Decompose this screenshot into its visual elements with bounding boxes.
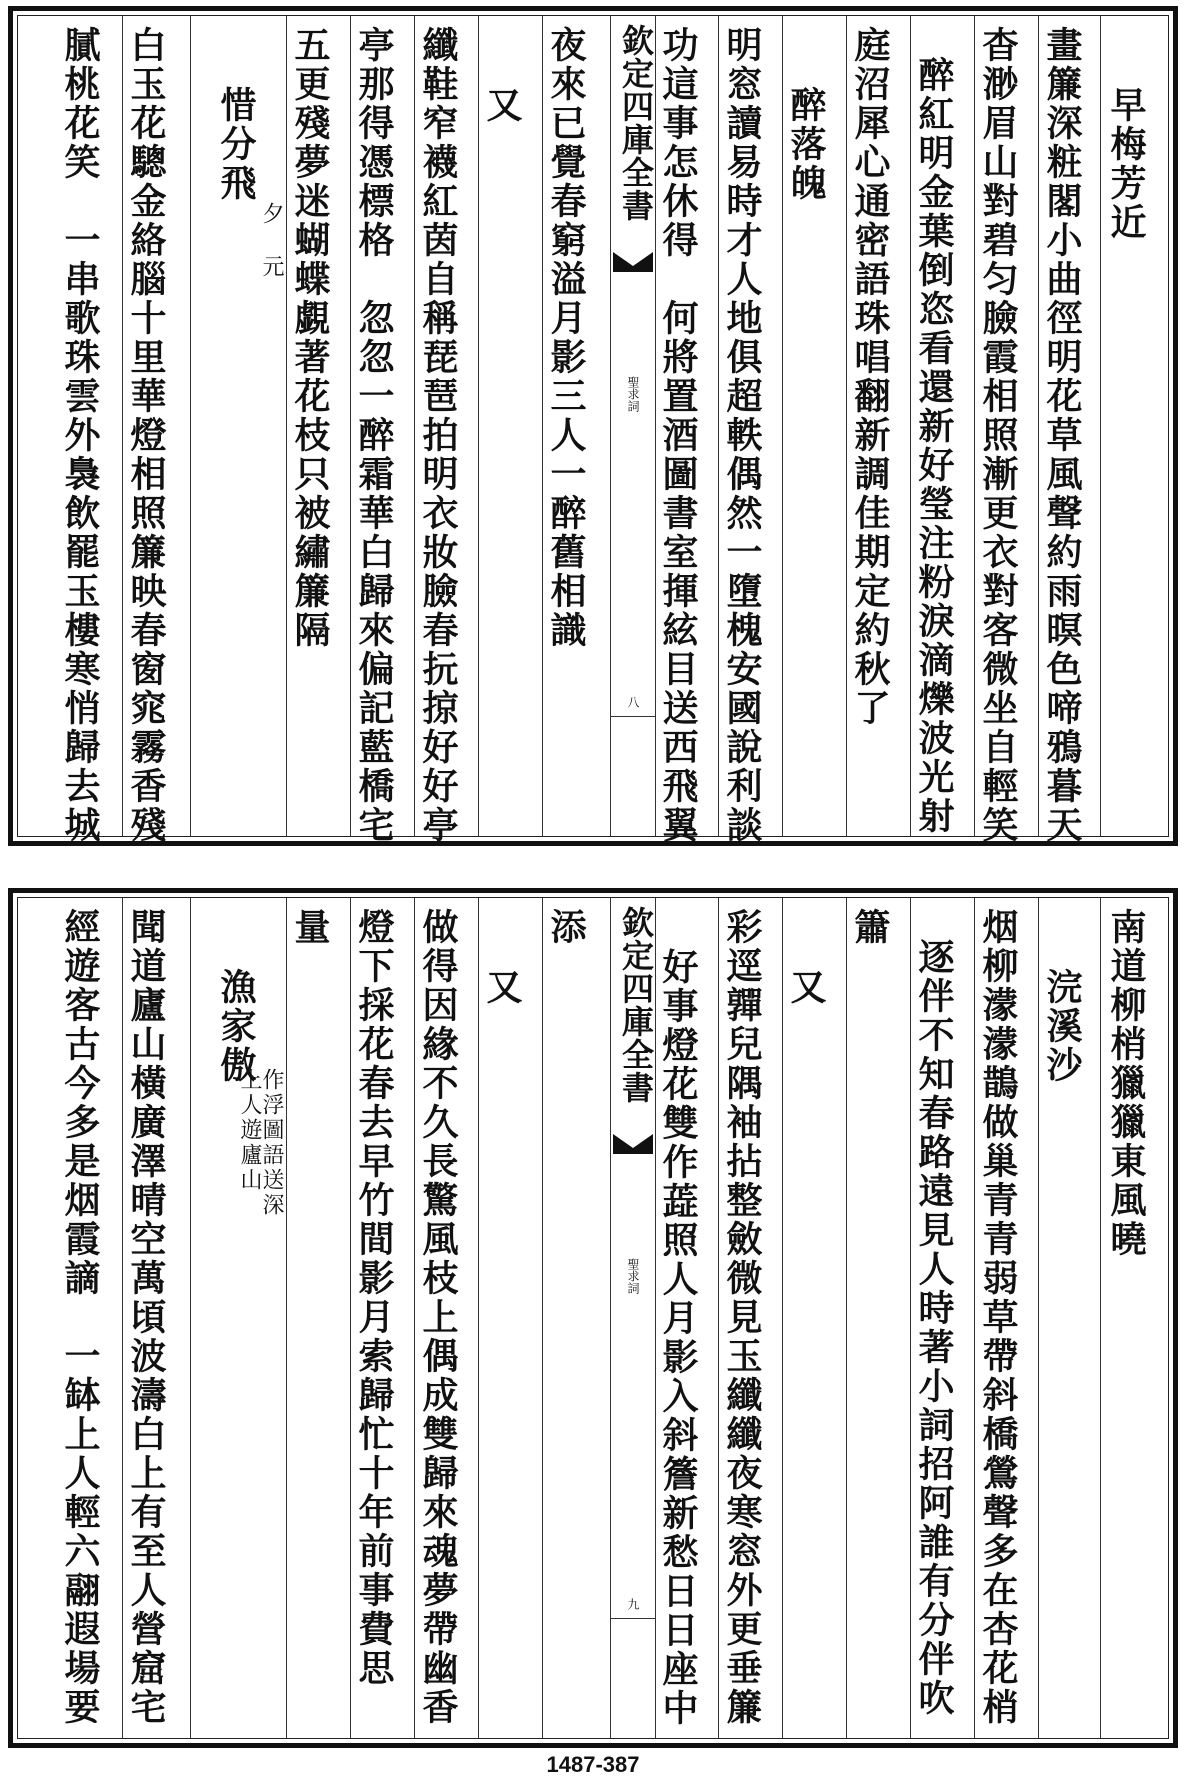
title-note: 夕 元 <box>259 202 284 280</box>
text-column: 五更殘夢迷蝴蝶覷著花枝只被繡簾隔 <box>289 26 331 650</box>
gutter-line <box>611 1618 655 1619</box>
text-column: 浣溪沙 <box>1041 968 1083 1085</box>
center-gutter <box>610 16 656 836</box>
center-gutter <box>610 898 656 1738</box>
text-column: 簫 <box>849 908 891 947</box>
column-rule <box>478 898 479 1738</box>
column-rule <box>478 16 479 836</box>
page-number: 九 <box>626 1598 640 1610</box>
column-rule <box>286 16 287 836</box>
column-rule <box>542 898 543 1738</box>
fish-tail-ornament-icon <box>613 252 653 272</box>
column-rule <box>190 16 191 836</box>
column-rule <box>542 16 543 836</box>
column-rule <box>414 16 415 836</box>
book-series-title: 欽定四庫全書 <box>617 24 655 222</box>
text-column: 夜來已覺春窮溢月影三人一醉舊相識 <box>545 26 587 650</box>
text-column: 又 <box>481 968 523 1007</box>
text-column: 漁家傲 作浮圖語送深 上人遊廬山 <box>196 908 284 1730</box>
text-column: 白玉花驄金絡腦十里華燈相照簾映春窗窕霧香殘 <box>125 26 167 845</box>
upper-page <box>8 6 1178 846</box>
column-rule <box>718 898 719 1738</box>
column-rule <box>190 898 191 1738</box>
text-column: 功這事怎休得 何將置酒圖書室揮絃目送西飛翼 <box>657 26 699 845</box>
text-column: 彩逕嚲兒隅袖拈整斂微見玉纖纖夜寒窓外更垂簾 <box>721 908 763 1727</box>
column-rule <box>782 16 783 836</box>
column-rule <box>1038 16 1039 836</box>
text-column: 添 <box>545 908 587 947</box>
column-rule <box>350 16 351 836</box>
text-column: 好事燈花雙作蕋照人月影入斜簷新愁日日座中 <box>657 948 699 1728</box>
text-column: 膩桃花笑 一串歌珠雲外裊飲罷玉樓寒悄歸去城 <box>59 26 101 845</box>
column-rule <box>286 898 287 1738</box>
column-rule <box>122 16 123 836</box>
text-column: 烟柳濛濛鵲做巢青青弱草帶斜橋鶯聲多在杏花梢 <box>977 908 1019 1727</box>
column-rule <box>782 898 783 1738</box>
gutter-line <box>611 716 655 717</box>
title-note: 作浮圖語送深 上人遊廬山 <box>237 1068 284 1218</box>
fish-tail-ornament-icon <box>613 1134 653 1154</box>
column-rule <box>1100 898 1101 1738</box>
text-column: 燈下採花春去早竹間影月索歸忙十年前事費思 <box>353 908 395 1688</box>
column-rule <box>846 16 847 836</box>
text-column: 早梅芳近 <box>1105 86 1147 242</box>
column-rule <box>350 898 351 1738</box>
text-column: 杳渺眉山對碧匀臉霞相照漸更衣對客微坐自輕笑 <box>977 26 1019 845</box>
text-column: 醉紅明金葉倒恣看還新好瑩注粉淚滴爍波光射 <box>913 56 955 836</box>
text-column: 亭那得憑標格 忽忽一醉霜華白歸來偏記藍橋宅 <box>353 26 395 845</box>
upper-page-frame <box>17 15 1169 845</box>
book-name: 聖求詞 <box>626 376 640 412</box>
text-column: 聞道廬山橫廣澤晴空萬頃波濤白上有至人營窟宅 <box>125 908 167 1727</box>
text-column: 經遊客古今多是烟霞謫 一缽上人輕六翮遐場要 <box>59 908 101 1727</box>
text-column: 明窓讀易時才人地俱超軼偶然一墮槐安國說利談 <box>721 26 763 845</box>
footer-page-code: 1487-387 <box>546 1752 640 1777</box>
page-number: 八 <box>626 696 640 708</box>
column-rule <box>910 898 911 1738</box>
column-rule <box>1100 16 1101 836</box>
book-name: 聖求詞 <box>626 1258 640 1294</box>
text-column: 庭沼犀心通密語珠唱翻新調佳期定約秋了 <box>849 26 891 728</box>
column-rule <box>910 16 911 836</box>
column-rule <box>846 898 847 1738</box>
column-rule <box>974 16 975 836</box>
text-column: 醉落魄 <box>785 86 827 203</box>
lower-page <box>8 888 1178 1748</box>
lower-page-frame <box>17 897 1169 1739</box>
column-rule <box>122 898 123 1738</box>
column-rule <box>974 898 975 1738</box>
text-column: 又 <box>785 968 827 1007</box>
text-column: 畫簾深粧閣小曲徑明花草風聲約雨暝色啼鴉暮天 <box>1041 26 1083 845</box>
column-rule <box>1038 898 1039 1738</box>
text-column: 纖鞋窄襪紅茵自稱琵琶拍明衣妝臉春抏掠好好亭 <box>417 26 459 845</box>
text-column: 逐伴不知春路遠見人時著小詞招阿誰有分伴吹 <box>913 938 955 1718</box>
column-rule <box>718 16 719 836</box>
text-column: 又 <box>481 86 523 125</box>
text-column: 做得因緣不久長驚風枝上偶成雙歸來魂夢帶幽香 <box>417 908 459 1727</box>
text-column: 惜分飛 夕 元 <box>215 86 284 280</box>
text-column: 量 <box>289 908 331 947</box>
column-rule <box>414 898 415 1738</box>
text-column: 南道柳梢獵獵東風曉 <box>1105 908 1147 1259</box>
book-series-title: 欽定四庫全書 <box>617 906 655 1104</box>
